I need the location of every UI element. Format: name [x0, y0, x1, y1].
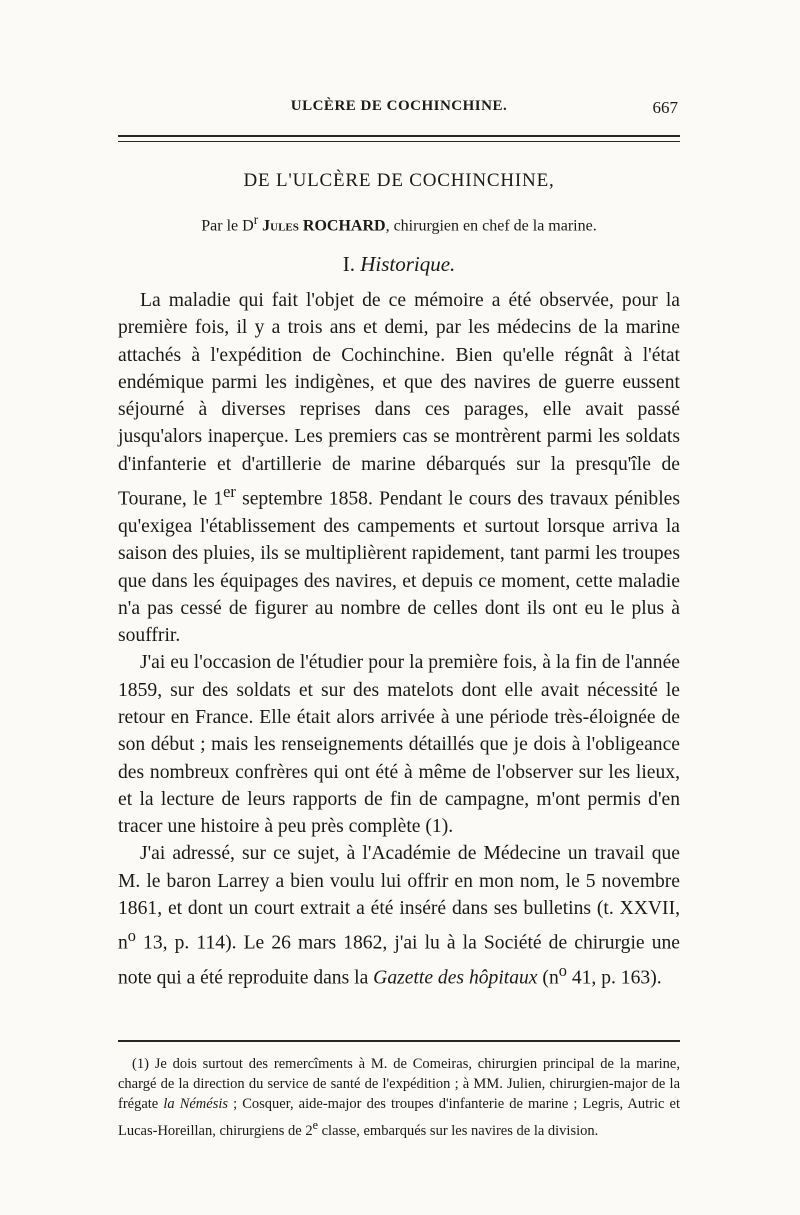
- p3-superscript-2: o: [558, 961, 567, 981]
- footnote-rule: [118, 1040, 680, 1042]
- p3-journal-title: Gazette des hôpitaux: [373, 967, 538, 989]
- paragraph-2: J'ai eu l'occasion de l'étudier pour la première fois, à la fin de l'année 1859, sur des soldats et sur des matelots dont elle avait nécessité le retour en France. Elle était alors arrivée à une période très-éloignée de son début ; mais les renseignements détaillés que je dois à l'obligeance des nombreux confrères qui ont été à même de l'observer sur les lieux, et la lecture de leurs rapports de fin de campagne, m'ont permis d'en tracer une histoire à peu près complète (1).: [118, 652, 680, 838]
- paragraph-1: [118, 287, 680, 649]
- byline: [118, 212, 680, 235]
- running-head-title: ULCÈRE DE COCHINCHINE.: [290, 98, 508, 114]
- footnote-text-b: ; Cosquer, aide-major des troupes d'infanterie de marine ; Legris, Autric et Lucas-Horeillan, chirurgiens de 2: [118, 1096, 680, 1139]
- body-text: [118, 287, 680, 992]
- p3-text-b: 13, p. 114). Le 26 mars 1862, j'ai lu à la Société de chirurgie une note qui a été reproduite dans la: [118, 932, 680, 989]
- article-title: DE L'ULCÈRE DE COCHINCHINE,: [243, 170, 555, 191]
- byline-prefix: Par le D: [201, 217, 254, 235]
- p3-text-c: (n: [537, 967, 559, 989]
- author-name: Jules ROCHARD: [258, 217, 386, 235]
- p1-superscript: er: [223, 482, 236, 502]
- footnote-1: [118, 1054, 680, 1141]
- header-rule-thin: [118, 141, 680, 142]
- paragraph-3: [118, 840, 680, 992]
- section-heading: [118, 252, 680, 277]
- byline-dr-superscript: r: [253, 212, 259, 227]
- footnote-superscript: e: [312, 1117, 318, 1132]
- section-title: Historique.: [360, 252, 456, 276]
- p3-text-d: 41, p. 163).: [566, 967, 662, 989]
- section-numeral: I.: [342, 252, 361, 276]
- byline-suffix: , chirurgien en chef de la marine.: [385, 217, 597, 235]
- p3-superscript-1: o: [127, 926, 136, 946]
- header-rule: [118, 135, 680, 137]
- footnote-text-c: classe, embarqués sur les navires de la division.: [318, 1122, 599, 1139]
- p3-text-a: J'ai adressé, sur ce sujet, à l'Académie de Médecine un travail que M. le baron Larrey a bien voulu lui offrir en mon nom, le 5 novembre 1861, et dont un court extrait a été inséré dans ses bulletins (t. XXVII, n: [118, 843, 680, 954]
- running-head: [118, 98, 680, 122]
- page-number: 667: [652, 98, 678, 117]
- p1-text-b: septembre 1858. Pendant le cours des travaux pénibles qu'exigea l'établissement des campements et surtout lorsque arriva la saison des pluies, ils se multiplièrent rapidement, tant parmi les troupes que dans les équipages des navires, et depuis ce moment, cette maladie n'a pas cessé de figurer au nombre de celles dont ils ont eu le plus à souffrir.: [118, 488, 680, 647]
- p1-text-a: La maladie qui fait l'objet de ce mémoire a été observée, pour la première fois, il y a trois ans et demi, par les médecins de la marine attachés à l'expédition de Cochinchine. Bien qu'elle régnât à l'état endémique parmi les indigènes, et que des navires de guerre eussent séjourné à diverses reprises dans ces parages, elle avait passé jusqu'alors inaperçue. Les premiers cas se montrèrent parmi les soldats d'infanterie et d'artillerie de marine débarqués sur la presqu'île de Tourane, le 1: [118, 290, 680, 510]
- footnote: [118, 1054, 680, 1141]
- footnote-text-a: (1) Je dois surtout des remercîments à M. de Comeiras, chirurgien principal de la marine, chargé de la direction du service de santé de l'expédition ; à MM. Julien, chirurgien-major de la frégate: [118, 1056, 680, 1113]
- footnote-ship-name: la Némésis: [163, 1096, 229, 1113]
